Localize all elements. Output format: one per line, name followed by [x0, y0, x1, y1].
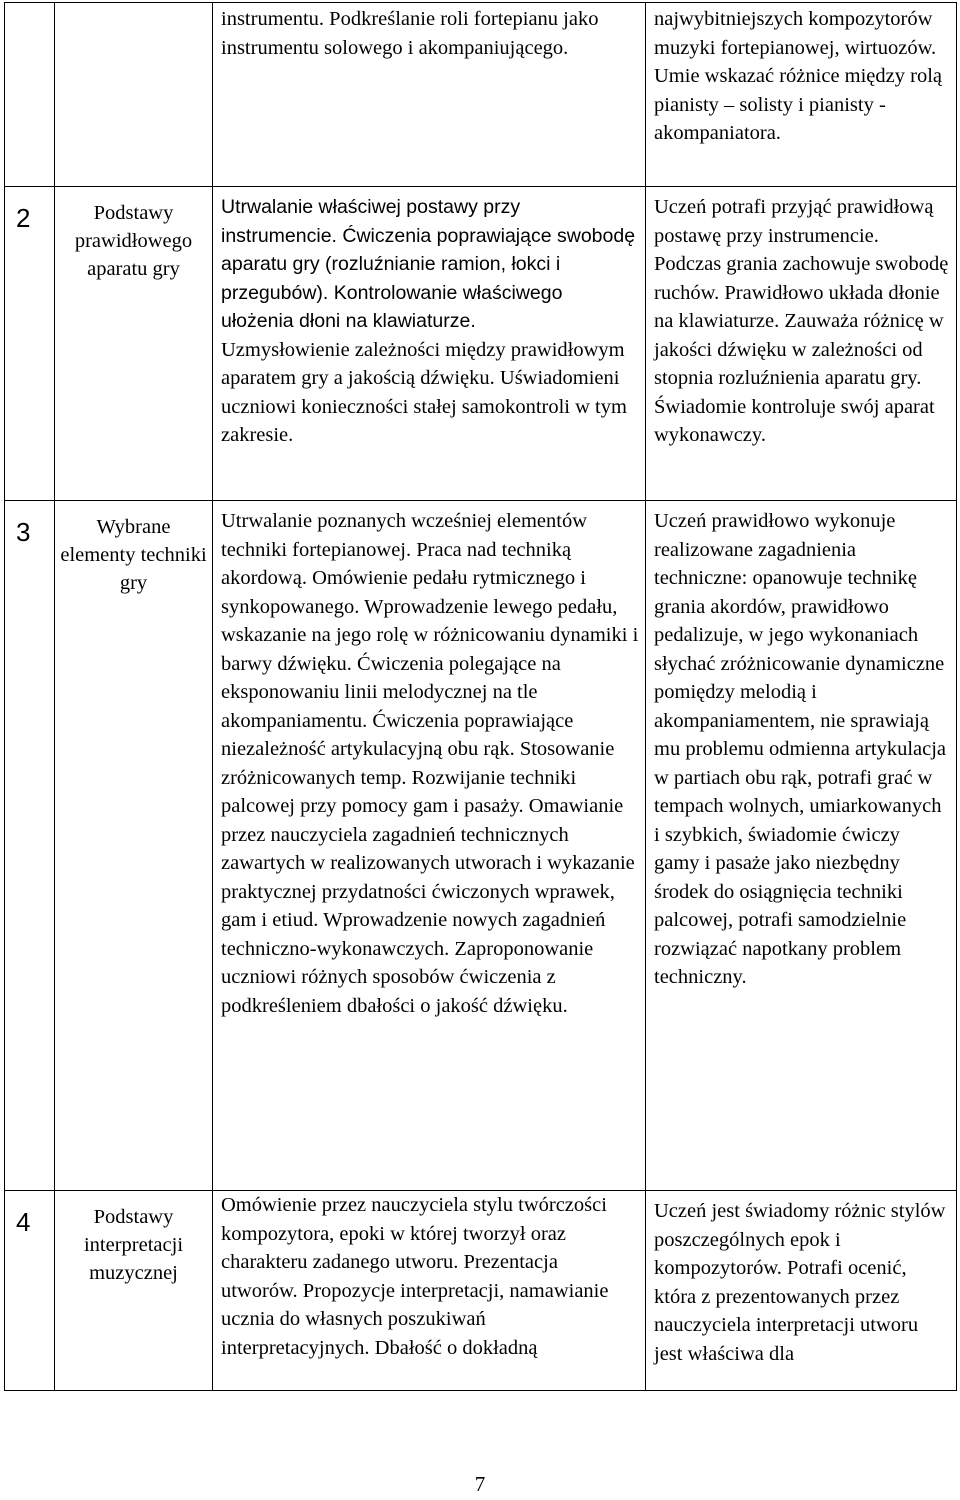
number-cell	[5, 187, 55, 501]
number-cell	[5, 501, 55, 1191]
table-row-3	[5, 501, 957, 1191]
topic-text: Podstawy prawidłowego aparatu gry	[74, 202, 193, 280]
content-cell	[213, 1191, 646, 1391]
content-text-continued: Uzmysłowienie zależności między prawidłowym aparatem gry a jakością dźwięku. Uświadomieni uczniowi konieczności stałej samokontroli w tym zakresie.	[221, 338, 627, 446]
topic-cell	[55, 3, 213, 187]
number-cell	[5, 1191, 55, 1391]
row-number: 2	[16, 203, 31, 233]
outcome-text: Uczeń potrafi przyjąć prawidłową postawę przy instrumencie. Podczas grania zachowuje swobodę ruchów. Prawidłowo układa dłonie na klawiaturze. Zauważa różnicę w jakości dźwięku w zależności od stopnia rozluźnienia aparatu gry. Świadomie kontroluje swój aparat wykonawczy.	[654, 196, 949, 446]
outcome-text: Uczeń jest świadomy różnic stylów poszczególnych epok i kompozytorów. Potrafi ocenić, która z prezentowanych przez nauczyciela interpretacji utworu jest właściwa dla	[654, 1200, 946, 1365]
content-text: Omówienie przez nauczyciela stylu twórczości kompozytora, epoki w której tworzył oraz charakteru zadanego utworu. Prezentacja utworów. Propozycje interpretacji, namawianie ucznia do własnych poszukiwań interpretacyjnych. Dbałość o dokładną	[221, 1194, 609, 1359]
table-row-2	[5, 187, 957, 501]
outcome-text: Uczeń prawidłowo wykonuje realizowane zagadnienia techniczne: opanowuje technikę grania akordów, prawidłowo pedalizuje, w jego wykonaniach słychać zróżnicowanie dynamiczne pomiędzy melodią i akompaniamentem, nie sprawiają mu problemu odmienna artykulacja w partiach obu rąk, potrafi grać w tempach wolnych, umiarkowanych i szybkich, świadomie ćwiczy gamy i pasaże jako niezbędny środek do osiągnięcia techniki palcowej, potrafi samodzielnie rozwiązać napotkany problem techniczny.	[654, 510, 947, 988]
row-number: 3	[16, 517, 31, 547]
content-cell	[213, 501, 646, 1191]
topic-text: Podstawy interpretacji muzycznej	[83, 1206, 184, 1284]
curriculum-table	[4, 2, 957, 1391]
topic-cell	[55, 187, 213, 501]
table-row-4	[5, 1191, 957, 1391]
topic-cell	[55, 501, 213, 1191]
content-cell	[213, 3, 646, 187]
number-cell	[5, 3, 55, 187]
outcome-cell	[646, 501, 957, 1191]
content-cell	[213, 187, 646, 501]
content-text: Utrwalanie poznanych wcześniej elementów techniki fortepianowej. Praca nad techniką akordową. Omówienie pedału rytmicznego i synkopowanego. Wprowadzenie lewego pedału, wskazanie na jego rolę w różnicowaniu dynamiki i barwy dźwięku. Ćwiczenia polegające na eksponowaniu linii melodycznej na tle akompaniamentu. Ćwiczenia poprawiające niezależność artykulacyjną obu rąk. Stosowanie zróżnicowanych temp. Rozwijanie techniki palcowej przy pomocy gam i pasaży. Omawianie przez nauczyciela zagadnień technicznych zawartych w realizowanych utworach i wykazanie praktycznej przydatności ćwiczonych wprawek, gam i etiud. Wprowadzenie nowych zagadnień techniczno-wykonawczych. Zaproponowanie uczniowi różnych sposobów ćwiczenia z podkreśleniem dbałości o jakość dźwięku.	[221, 510, 639, 1017]
outcome-cell	[646, 1191, 957, 1391]
outcome-cell	[646, 3, 957, 187]
table-row-continuation	[5, 3, 957, 187]
content-text: instrumentu. Podkreślanie roli fortepianu jako instrumentu solowego i akompaniującego.	[221, 8, 599, 59]
topic-cell	[55, 1191, 213, 1391]
content-text: Utrwalanie właściwej postawy przy instrumencie. Ćwiczenia poprawiające swobodę aparatu gry (rozluźnianie ramion, łokci i przegubów). Kontrolowanie właściwego ułożenia dłoni na klawiaturze.	[221, 196, 636, 332]
outcome-text: najwybitniejszych kompozytorów muzyki fortepianowej, wirtuozów. Umie wskazać różnice między rolą pianisty – solisty i pianisty - akompaniatora.	[654, 8, 943, 144]
outcome-cell	[646, 187, 957, 501]
row-number: 4	[16, 1207, 31, 1237]
page-number: 7	[474, 1472, 486, 1496]
topic-text: Wybrane elementy techniki gry	[60, 516, 207, 594]
